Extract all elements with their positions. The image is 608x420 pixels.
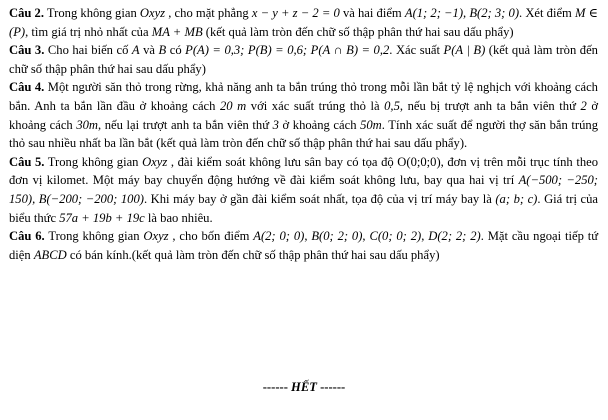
question-text: Cho hai biến cố <box>44 43 132 58</box>
math-expression: C(0; 0; 2) <box>369 229 422 244</box>
question-text: (kết quả làm tròn đến chữ số thập phân thứ hai sau dấu phẩy) <box>9 43 598 76</box>
end-marker <box>0 380 608 395</box>
question-4 <box>9 78 598 152</box>
math-expression: 20 m <box>219 98 247 113</box>
question-text: , tìm giá trị nhỏ nhất của <box>25 24 152 39</box>
question-6 <box>9 227 598 264</box>
question-text: Trong không gian <box>44 229 144 244</box>
question-text: , đài kiểm soát không lưu sân bay có tọa độ O(0;0;0), đơn vị trên mỗi trục tính theo đơn vị kilomet. Một máy bay chuyển động hướng về đài kiểm soát không lưu, bay qua hai vị trí <box>9 154 598 188</box>
math-expression: P(A | B) <box>443 43 486 58</box>
question-text: . Tính xác suất để người thợ săn bắn trúng thỏ sau nhiều nhất ba lần bắt (kết quả làm tròn đến chữ số thập phân thứ hai sau dấu phẩy). <box>9 117 598 151</box>
question-text: , <box>304 229 312 244</box>
question-text: và hai điểm <box>339 6 405 20</box>
question-text: là bao nhiêu. <box>144 210 213 225</box>
question-text: . Mặt cầu ngoại tiếp tứ diện <box>9 229 599 262</box>
math-expression: 2 <box>580 98 587 113</box>
math-expression: Oxyz <box>142 154 168 169</box>
math-expression: 3 <box>272 117 279 132</box>
end-marker-right: ------ <box>316 380 346 394</box>
question-3 <box>9 41 598 78</box>
math-expression: B(0; 2; 0) <box>311 229 363 244</box>
math-expression: D(2; 2; 2) <box>428 229 481 244</box>
question-text: Trong không gian <box>44 6 140 20</box>
question-text: có <box>166 43 186 58</box>
math-expression: M ∈ (P) <box>9 6 598 39</box>
end-marker-word: HẾT <box>291 380 317 394</box>
question-text: Trong không gian <box>44 154 143 169</box>
math-expression: 50m <box>360 117 382 132</box>
question-text: có bán kính.(kết quả làm tròn đến chữ số thập phân thứ hai sau dấu phẩy) <box>66 247 440 262</box>
math-expression: A <box>131 43 140 58</box>
question-5 <box>9 153 598 227</box>
question-2 <box>9 4 598 41</box>
math-expression: Oxyz <box>143 229 169 244</box>
math-expression: MA + MB <box>151 24 203 39</box>
question-text: . Xác suất <box>389 43 444 58</box>
question-text: , cho bốn điểm <box>168 229 254 244</box>
math-expression: 30m <box>76 117 99 132</box>
math-expression: A(−500; −250; 150), B(−200; −200; 100) <box>9 173 598 206</box>
question-text: Một người săn thỏ trong rừng, khả năng anh ta bắn trúng thỏ trong mỗi lần bắt tỷ lệ nghịch với khoảng cách bắn. Anh ta bắn lần đầu ở khoảng cách <box>9 80 598 113</box>
question-text: , cho mặt phẳng <box>165 6 252 20</box>
math-expression: A(2; 0; 0) <box>253 229 305 244</box>
question-list <box>9 4 598 264</box>
question-text: (kết quả làm tròn đến chữ số thập phân thứ hai sau dấu phẩy) <box>202 24 514 39</box>
math-expression: 57a + 19b + 19c <box>59 210 145 225</box>
question-label: Câu 4. <box>9 80 45 95</box>
math-expression: P(A) = 0,3; P(B) = 0,6; P(A ∩ B) = 0,2 <box>185 43 390 58</box>
question-text: , nếu bị trượt anh ta bắn viên thứ <box>399 98 581 113</box>
question-text: , nếu lại trượt anh ta bắn viên thứ <box>98 117 273 132</box>
math-expression: A(1; 2; −1), B(2; 3; 0) <box>404 6 520 20</box>
question-text: với xác suất trúng thỏ là <box>246 98 385 113</box>
question-label: Câu 6. <box>9 229 45 244</box>
question-text: ở khoảng cách <box>278 117 361 132</box>
question-text: . Khi máy bay ở gần đài kiểm soát nhất, tọa độ của vị trí máy bay là <box>143 191 496 206</box>
math-expression: x − y + z − 2 = 0 <box>251 6 340 20</box>
end-marker-left: ------ <box>262 380 292 394</box>
question-label: Câu 2. <box>9 6 44 20</box>
question-text: và <box>139 43 159 58</box>
question-text: . Giá trị của biểu thức <box>9 191 598 225</box>
math-expression: B <box>158 43 167 58</box>
math-expression: 0,5 <box>384 98 400 113</box>
math-expression: ABCD <box>33 247 67 262</box>
question-text: , <box>362 229 370 244</box>
question-text: , <box>421 229 429 244</box>
math-expression: Oxyz <box>139 6 166 20</box>
math-expression: (a; b; c) <box>495 191 538 206</box>
question-text: . Xét điểm <box>519 6 576 20</box>
question-text: ở khoảng cách <box>9 98 598 132</box>
question-label: Câu 3. <box>9 43 45 58</box>
question-label: Câu 5. <box>9 154 45 169</box>
